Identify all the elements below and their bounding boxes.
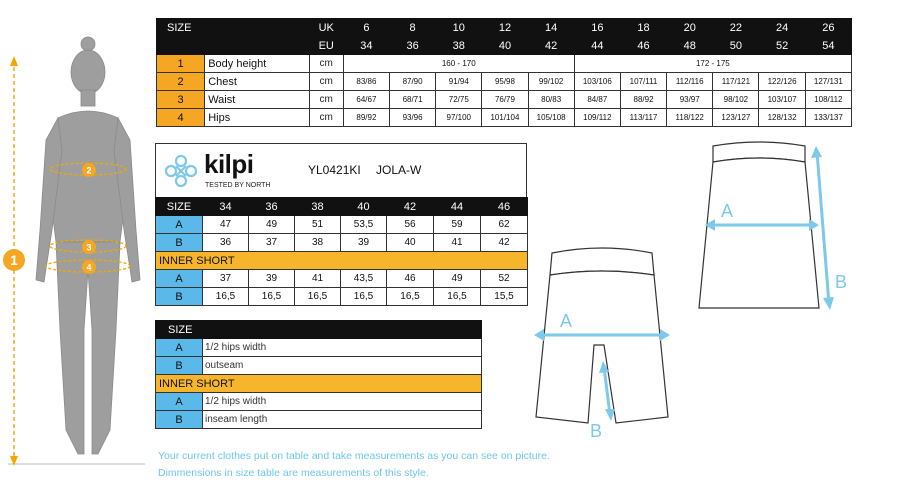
table-cell: 118/122 bbox=[667, 109, 713, 127]
table-cell: 42 bbox=[481, 234, 528, 252]
table-row bbox=[156, 216, 528, 234]
product-name: JOLA-W bbox=[376, 163, 422, 177]
uk-size: 20 bbox=[667, 19, 713, 37]
measure-label: B bbox=[156, 357, 203, 375]
size-header: SIZE bbox=[157, 19, 310, 37]
product-size-row bbox=[156, 198, 528, 216]
table-cell: 108/112 bbox=[805, 91, 851, 109]
eu-size-row bbox=[157, 37, 852, 55]
uk-size: 18 bbox=[620, 19, 666, 37]
row-index: 3 bbox=[157, 91, 205, 109]
table-cell: 113/117 bbox=[620, 109, 666, 127]
row-index: 2 bbox=[157, 73, 205, 91]
marker-2-label: 2 bbox=[86, 165, 92, 176]
measurement-note: Dimmensions in size table are measurements of this style. bbox=[158, 467, 429, 479]
size-cell: 46 bbox=[481, 198, 528, 216]
table-cell: 56 bbox=[387, 216, 434, 234]
eu-label: EU bbox=[309, 37, 343, 55]
marker-4-label: 4 bbox=[86, 262, 92, 273]
row-index: 1 bbox=[157, 55, 205, 73]
uk-size: 24 bbox=[759, 19, 805, 37]
table-cell: 68/71 bbox=[389, 91, 435, 109]
eu-spacer bbox=[157, 37, 310, 55]
waist-row bbox=[157, 91, 852, 109]
table-cell: 72/75 bbox=[436, 91, 482, 109]
measure-label: A bbox=[156, 270, 203, 288]
eu-size: 34 bbox=[343, 37, 389, 55]
table-cell: 76/79 bbox=[482, 91, 528, 109]
inner-short-header: INNER SHORT bbox=[156, 252, 528, 270]
row-label: Body height bbox=[205, 55, 309, 73]
table-cell: 87/90 bbox=[389, 73, 435, 91]
measure-label: A bbox=[156, 393, 203, 411]
table-cell: 80/83 bbox=[528, 91, 574, 109]
table-cell: 95/98 bbox=[482, 73, 528, 91]
table-cell: 53,5 bbox=[341, 216, 387, 234]
size-cell: 36 bbox=[249, 198, 295, 216]
table-row bbox=[156, 270, 528, 288]
skirt-a-label: A bbox=[721, 201, 734, 221]
measure-label: A bbox=[156, 216, 203, 234]
table-cell: 39 bbox=[341, 234, 387, 252]
table-cell: 51 bbox=[295, 216, 341, 234]
table-row bbox=[156, 339, 482, 357]
measure-description: outseam bbox=[203, 357, 482, 375]
table-cell: 36 bbox=[203, 234, 249, 252]
eu-size: 52 bbox=[759, 37, 805, 55]
table-cell: 127/131 bbox=[805, 73, 851, 91]
table-cell: 99/102 bbox=[528, 73, 574, 91]
table-cell: 15,5 bbox=[481, 288, 528, 306]
brand-logo-text: kilpi bbox=[204, 149, 254, 179]
uk-size: 12 bbox=[482, 19, 528, 37]
size-header: SIZE bbox=[156, 198, 203, 216]
measure-description: 1/2 hips width bbox=[203, 339, 482, 357]
uk-size: 6 bbox=[343, 19, 389, 37]
table-cell: 98/102 bbox=[713, 91, 759, 109]
hips-row bbox=[157, 109, 852, 127]
table-cell: 52 bbox=[481, 270, 528, 288]
table-cell: 16,5 bbox=[434, 288, 481, 306]
uk-label: UK bbox=[309, 19, 343, 37]
table-row bbox=[156, 393, 482, 411]
table-cell: 109/112 bbox=[574, 109, 620, 127]
skirt-b-label: B bbox=[835, 272, 848, 292]
table-cell: 39 bbox=[249, 270, 295, 288]
row-label: Chest bbox=[205, 73, 309, 91]
table-cell: 112/116 bbox=[667, 73, 713, 91]
table-row bbox=[156, 411, 482, 429]
product-header bbox=[155, 143, 527, 197]
table-cell: 49 bbox=[249, 216, 295, 234]
size-cell: 40 bbox=[341, 198, 387, 216]
size-cell: 34 bbox=[203, 198, 249, 216]
legend-header-row bbox=[156, 321, 482, 339]
shorts-b-label: B bbox=[590, 421, 603, 441]
section-row bbox=[156, 252, 528, 270]
measure-label: B bbox=[156, 411, 203, 429]
table-cell: 103/106 bbox=[574, 73, 620, 91]
height-range: 172 - 175 bbox=[574, 55, 851, 73]
eu-size: 50 bbox=[713, 37, 759, 55]
skirt-diagram bbox=[695, 140, 855, 315]
uk-size: 26 bbox=[805, 19, 851, 37]
table-cell: 91/94 bbox=[436, 73, 482, 91]
table-cell: 41 bbox=[295, 270, 341, 288]
size-cell: 38 bbox=[295, 198, 341, 216]
table-cell: 107/111 bbox=[620, 73, 666, 91]
table-cell: 89/92 bbox=[343, 109, 389, 127]
table-cell: 16,5 bbox=[295, 288, 341, 306]
body-figure-illustration bbox=[0, 30, 150, 470]
height-range: 160 - 170 bbox=[343, 55, 574, 73]
table-cell: 83/86 bbox=[343, 73, 389, 91]
table-cell: 41 bbox=[434, 234, 481, 252]
marker-1-label: 1 bbox=[10, 252, 18, 268]
table-cell: 133/137 bbox=[805, 109, 851, 127]
measure-description: 1/2 hips width bbox=[203, 393, 482, 411]
eu-size: 48 bbox=[667, 37, 713, 55]
row-unit: cm bbox=[309, 55, 343, 73]
measure-description: inseam length bbox=[203, 411, 482, 429]
table-cell: 37 bbox=[203, 270, 249, 288]
uk-size: 16 bbox=[574, 19, 620, 37]
table-cell: 93/97 bbox=[667, 91, 713, 109]
table-cell: 43,5 bbox=[341, 270, 387, 288]
uk-size: 14 bbox=[528, 19, 574, 37]
table-cell: 38 bbox=[295, 234, 341, 252]
table-row bbox=[156, 234, 528, 252]
marker-3-label: 3 bbox=[86, 242, 92, 253]
uk-size: 8 bbox=[389, 19, 435, 37]
kilpi-logo-icon bbox=[162, 152, 200, 190]
table-row bbox=[156, 288, 528, 306]
row-label: Hips bbox=[205, 109, 309, 127]
size-chart-table bbox=[156, 18, 852, 127]
row-unit: cm bbox=[309, 73, 343, 91]
table-cell: 105/108 bbox=[528, 109, 574, 127]
table-row bbox=[156, 357, 482, 375]
eu-size: 54 bbox=[805, 37, 851, 55]
eu-size: 40 bbox=[482, 37, 528, 55]
uk-size: 22 bbox=[713, 19, 759, 37]
table-cell: 16,5 bbox=[341, 288, 387, 306]
section-row bbox=[156, 375, 482, 393]
eu-size: 44 bbox=[574, 37, 620, 55]
table-cell: 97/100 bbox=[436, 109, 482, 127]
row-unit: cm bbox=[309, 109, 343, 127]
measure-label: B bbox=[156, 288, 203, 306]
table-cell: 49 bbox=[434, 270, 481, 288]
table-cell: 16,5 bbox=[249, 288, 295, 306]
table-cell: 40 bbox=[387, 234, 434, 252]
table-cell: 123/127 bbox=[713, 109, 759, 127]
table-cell: 117/121 bbox=[713, 73, 759, 91]
measurement-note: Your current clothes put on table and take measurements as you can see on picture. bbox=[158, 450, 550, 462]
table-cell: 62 bbox=[481, 216, 528, 234]
product-measure-table bbox=[155, 197, 528, 306]
uk-size-row bbox=[157, 19, 852, 37]
eu-size: 46 bbox=[620, 37, 666, 55]
table-cell: 88/92 bbox=[620, 91, 666, 109]
row-unit: cm bbox=[309, 91, 343, 109]
table-cell: 59 bbox=[434, 216, 481, 234]
uk-size: 10 bbox=[436, 19, 482, 37]
chest-row bbox=[157, 73, 852, 91]
table-cell: 46 bbox=[387, 270, 434, 288]
inner-short-header: INNER SHORT bbox=[156, 375, 482, 393]
table-cell: 93/96 bbox=[389, 109, 435, 127]
eu-size: 38 bbox=[436, 37, 482, 55]
brand-tagline: TESTED BY NORTH bbox=[205, 182, 271, 189]
table-cell: 101/104 bbox=[482, 109, 528, 127]
table-cell: 64/67 bbox=[343, 91, 389, 109]
table-cell: 47 bbox=[203, 216, 249, 234]
row-index: 4 bbox=[157, 109, 205, 127]
shorts-a-label: A bbox=[560, 311, 573, 331]
size-header: SIZE bbox=[156, 321, 482, 339]
table-cell: 16,5 bbox=[387, 288, 434, 306]
table-cell: 37 bbox=[249, 234, 295, 252]
measure-label: A bbox=[156, 339, 203, 357]
body-height-row bbox=[157, 55, 852, 73]
row-label: Waist bbox=[205, 91, 309, 109]
measure-label: B bbox=[156, 234, 203, 252]
size-cell: 42 bbox=[387, 198, 434, 216]
shorts-diagram bbox=[530, 245, 675, 445]
table-cell: 128/132 bbox=[759, 109, 805, 127]
eu-size: 36 bbox=[389, 37, 435, 55]
table-cell: 103/107 bbox=[759, 91, 805, 109]
measure-legend-table bbox=[155, 320, 482, 429]
table-cell: 122/126 bbox=[759, 73, 805, 91]
eu-size: 42 bbox=[528, 37, 574, 55]
size-cell: 44 bbox=[434, 198, 481, 216]
table-cell: 84/87 bbox=[574, 91, 620, 109]
product-code: YL0421KI bbox=[308, 163, 361, 177]
table-cell: 16,5 bbox=[203, 288, 249, 306]
